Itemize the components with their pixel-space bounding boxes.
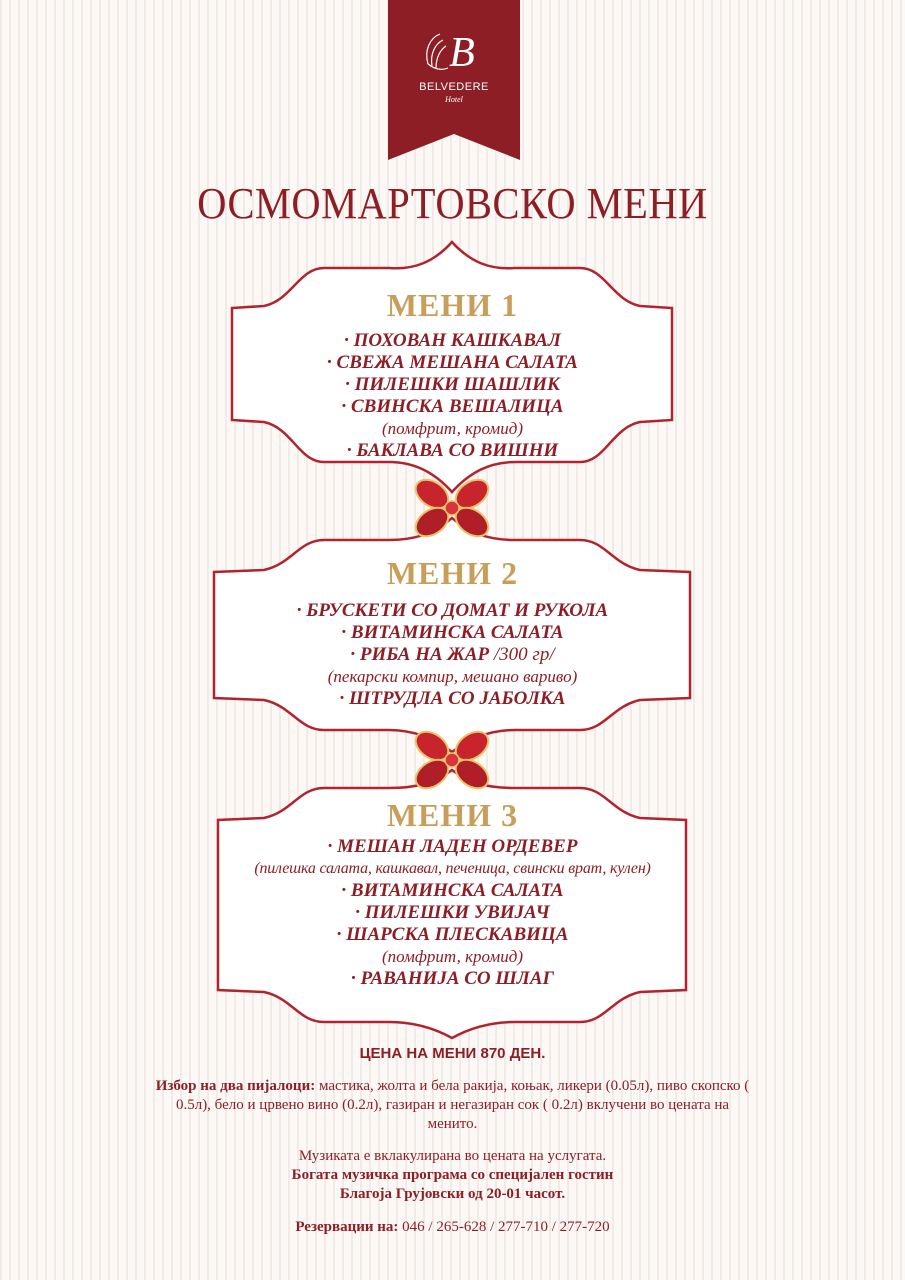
menu-3 <box>150 797 755 990</box>
menu-item-note: (пекарски компир, мешано вариво) <box>327 667 578 686</box>
menu-item-weight: /300 гр/ <box>493 644 555 665</box>
drinks-info <box>150 1077 755 1134</box>
reservations-label: Резервации на: <box>295 1219 399 1235</box>
menu-heading: МЕНИ 2 <box>386 555 519 591</box>
menu-item: · СВЕЖА МЕШАНА САЛАТА <box>327 352 578 373</box>
menu-item: · ПИЛЕШКИ УВИЈАЧ <box>355 902 550 923</box>
menu-item: · ПИЛЕШКИ ШАШЛИК <box>345 374 560 395</box>
music-line: Музиката е вклакулирана во цената на услугата. <box>298 1148 607 1164</box>
menu-item: · ПОХОВАН КАШКАВАЛ <box>344 330 561 351</box>
menu-item: · БАКЛАВА СО ВИШНИ <box>346 440 559 461</box>
logo-brand-subtext: Hotel <box>445 95 463 104</box>
menu-2 <box>150 555 755 710</box>
menu-item: · РИБА НА ЖАР <box>350 644 490 665</box>
menu-item: · СВИНСКА ВЕШАЛИЦА <box>341 396 564 417</box>
menu-item: · БРУСКЕТИ СО ДОМАТ И РУКОЛА <box>296 600 609 621</box>
reservations-phones: 046 / 265-628 / 277-710 / 277-720 <box>402 1219 610 1235</box>
page-title: ОСМОМАРТОВСКО МЕНИ <box>197 179 708 228</box>
reservations-info <box>150 1219 755 1236</box>
logo-monogram: B <box>449 30 475 76</box>
music-line: Благоја Грујовски од 20-01 часот. <box>339 1186 566 1202</box>
menu-item-line <box>150 644 755 666</box>
menu-item: · ШТРУДЛА СО ЈАБОЛКА <box>339 688 566 709</box>
menu-item: · ШАРСКА ПЛЕСКАВИЦА <box>336 924 569 945</box>
menu-1 <box>150 287 755 462</box>
menu-item: · МЕШАН ЛАДЕН ОРДЕВЕР <box>327 836 578 857</box>
menu-item: · РАВАНИЈА СО ШЛАГ <box>351 968 554 989</box>
menu-item-note: (помфрит, кромид) <box>381 419 524 438</box>
menu-item-note: (помфрит, кромид) <box>381 947 524 966</box>
music-line: Богата музичка програма со специјален гостин <box>291 1167 614 1183</box>
music-info <box>150 1147 755 1204</box>
logo-brand-text: BELVEDERE <box>419 81 489 93</box>
drinks-label: Избор на два пијалоци: <box>155 1078 316 1094</box>
menu-item: · ВИТАМИНСКА САЛАТА <box>341 622 564 643</box>
menu-heading: МЕНИ 3 <box>386 797 519 833</box>
drinks-text: мастика, жолта и бела ракија, коњак, ликери (0.05л), пиво скопско ( 0.5л), бело и црвено вино (0.2л), газиран и негазиран сок ( 0.2л) вклучени во цената на менито. <box>175 1078 750 1132</box>
menu-item-note: (пилешка салата, кашкавал, печеница, свински врат, кулен) <box>254 860 651 877</box>
menu-item: · ВИТАМИНСКА САЛАТА <box>341 880 564 901</box>
menu-heading: МЕНИ 1 <box>386 287 519 323</box>
menu-price: ЦЕНА НА МЕНИ 870 ДЕН. <box>359 1045 546 1062</box>
